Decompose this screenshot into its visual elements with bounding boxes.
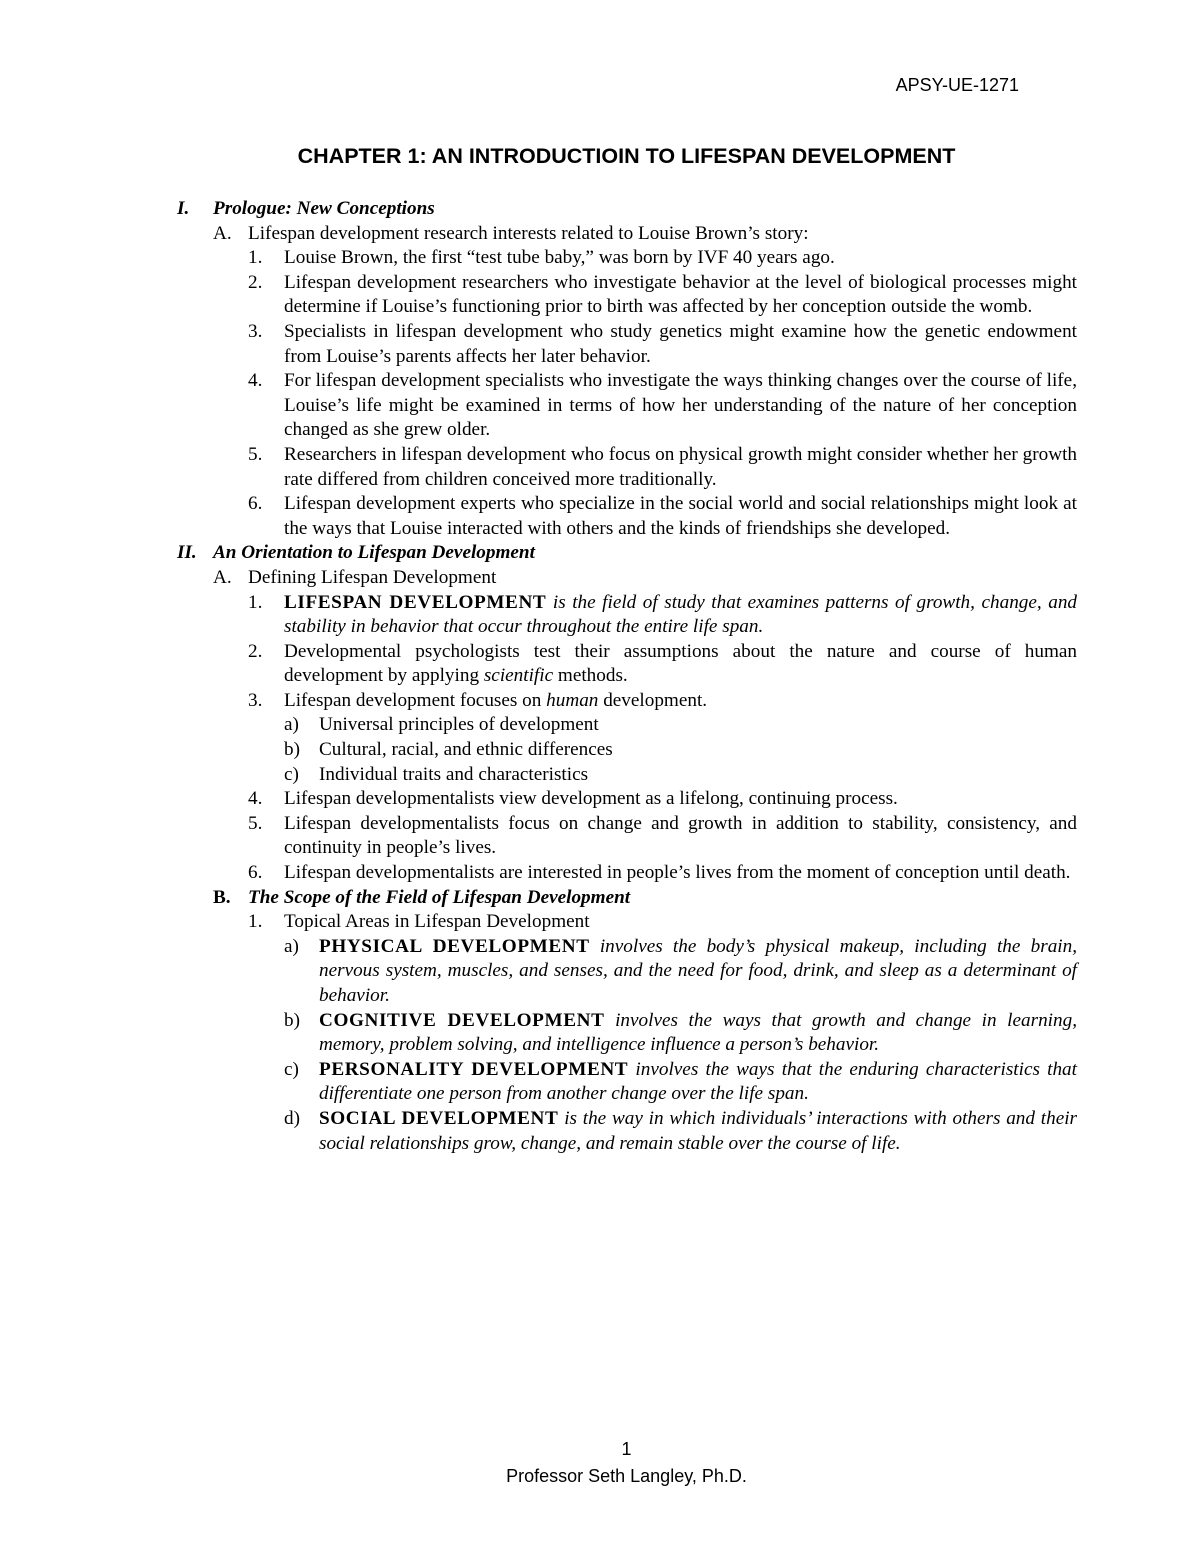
subitem-marker: b) bbox=[284, 1009, 300, 1031]
defined-term: SOCIAL DEVELOPMENT bbox=[319, 1107, 559, 1129]
term-definition: involves the ways that growth and change in learning, memory, problem solving, and intelligence influence a person’s behavior. bbox=[319, 1009, 1077, 1056]
subsection-marker: A. bbox=[213, 566, 232, 588]
item-text: methods. bbox=[557, 665, 628, 687]
item-text: Specialists in lifespan development who study genetics might examine how the genetic endowment from Louise’s parents affects her later behavior. bbox=[284, 320, 1077, 367]
item-text: Lifespan development experts who specialize in the social world and social relationships might look at the ways that Louise interacted with others and the kinds of friendships she developed. bbox=[284, 493, 1077, 539]
subsection bbox=[177, 566, 1077, 591]
item-marker: 6. bbox=[248, 493, 263, 515]
item-marker: 5. bbox=[248, 812, 263, 834]
definition-subitem bbox=[177, 1009, 1077, 1058]
footer-author: Professor Seth Langley, Ph.D. bbox=[506, 1466, 747, 1486]
subitem-marker: a) bbox=[284, 935, 299, 957]
item-marker: 6. bbox=[248, 862, 263, 884]
item-marker: 1. bbox=[248, 247, 263, 269]
list-item bbox=[177, 492, 1077, 541]
subsection-title: The Scope of the Field of Lifespan Development bbox=[248, 886, 631, 908]
definition-subitem bbox=[177, 935, 1077, 1009]
defined-term: COGNITIVE DEVELOPMENT bbox=[319, 1009, 605, 1031]
item-marker: 3. bbox=[248, 320, 263, 342]
subsection bbox=[177, 222, 1077, 247]
defined-term: PHYSICAL DEVELOPMENT bbox=[319, 935, 590, 957]
item-text: Lifespan developmentalists are interested in people’s lives from the moment of conception until death. bbox=[284, 862, 1071, 884]
section-heading bbox=[177, 197, 1077, 222]
item-marker: 2. bbox=[248, 640, 263, 662]
item-marker: 4. bbox=[248, 370, 263, 392]
item-marker: 4. bbox=[248, 788, 263, 810]
list-item bbox=[177, 861, 1077, 886]
item-text: Developmental psychologists test their assumptions about the nature and course of human development by applying bbox=[284, 640, 1077, 687]
list-item bbox=[177, 910, 1077, 935]
subitem-marker: c) bbox=[284, 1058, 299, 1080]
item-marker: 1. bbox=[248, 911, 263, 933]
list-item bbox=[177, 787, 1077, 812]
item-text: For lifespan development specialists who investigate the ways thinking changes over the course of life, Louise’s life might be examined in terms of how her understanding of the nature of her conception changed as she grew older. bbox=[284, 370, 1077, 441]
subitem-marker: b) bbox=[284, 739, 300, 761]
section-title: An Orientation to Lifespan Development bbox=[213, 542, 535, 564]
subitem-text: Cultural, racial, and ethnic differences bbox=[319, 739, 613, 761]
item-text: Lifespan developmentalists focus on change and growth in addition to stability, consistency, and continuity in people’s lives. bbox=[284, 812, 1077, 859]
definition-subitem bbox=[177, 1107, 1077, 1156]
item-marker: 1. bbox=[248, 591, 263, 613]
list-item bbox=[177, 689, 1077, 714]
section-title: Prologue: New Conceptions bbox=[213, 198, 435, 219]
subitem-text: Universal principles of development bbox=[319, 714, 599, 736]
section-marker: II. bbox=[177, 542, 197, 564]
definition-subitem bbox=[177, 1058, 1077, 1107]
section-heading bbox=[177, 541, 1077, 566]
page-number: 1 bbox=[621, 1439, 632, 1459]
chapter-title: CHAPTER 1: AN INTRODUCTIOIN TO LIFESPAN DEVELOPMENT bbox=[297, 144, 956, 168]
item-text: Researchers in lifespan development who focus on physical growth might consider whether her growth rate differed from children conceived more traditionally. bbox=[284, 443, 1077, 490]
item-marker: 5. bbox=[248, 443, 263, 465]
subsection-marker: B. bbox=[213, 886, 231, 908]
outline-content bbox=[177, 197, 1077, 1156]
subsection-heading bbox=[177, 886, 1077, 911]
item-text: Lifespan development researchers who investigate behavior at the level of biological processes might determine if Louise’s functioning prior to birth was affected by her conception outside the womb. bbox=[284, 271, 1077, 318]
subsection-text: Defining Lifespan Development bbox=[248, 566, 497, 588]
item-marker: 2. bbox=[248, 271, 263, 293]
item-text: Louise Brown, the first “test tube baby,” was born by IVF 40 years ago. bbox=[284, 247, 835, 269]
sub-list-item bbox=[177, 713, 1077, 738]
item-text: development. bbox=[603, 689, 708, 711]
term-definition: is the way in which individuals’ interactions with others and their social relationships grow, change, and remain stable over the course of life. bbox=[319, 1107, 1078, 1154]
sub-list-item bbox=[177, 738, 1077, 763]
term-definition: involves the body’s physical makeup, including the brain, nervous system, muscles, and senses, and the need for food, drink, and sleep as a determinant of behavior. bbox=[319, 935, 1078, 1006]
subitem-marker: d) bbox=[284, 1107, 300, 1129]
emphasized-word: scientific bbox=[483, 665, 554, 687]
term-definition: is the field of study that examines patterns of growth, change, and stability in behavior that occur throughout the entire life span. bbox=[284, 591, 1078, 638]
emphasized-word: human bbox=[546, 689, 599, 711]
course-code: APSY-UE-1271 bbox=[895, 75, 1019, 95]
item-marker: 3. bbox=[248, 689, 263, 711]
item-text: Topical Areas in Lifespan Development bbox=[284, 911, 590, 933]
subitem-text: Individual traits and characteristics bbox=[319, 763, 589, 785]
defined-term: LIFESPAN DEVELOPMENT bbox=[284, 591, 547, 613]
definition-item bbox=[177, 591, 1077, 640]
subsection-text: Lifespan development research interests related to Louise Brown’s story: bbox=[248, 222, 809, 244]
term-definition: involves the ways that the enduring characteristics that differentiate one person from another change over the life span. bbox=[319, 1058, 1077, 1105]
list-item bbox=[177, 320, 1077, 369]
sub-list-item bbox=[177, 763, 1077, 788]
list-item bbox=[177, 640, 1077, 689]
subsection-marker: A. bbox=[213, 222, 232, 244]
section-marker: I. bbox=[177, 198, 190, 219]
list-item bbox=[177, 246, 1077, 271]
item-text: Lifespan development focuses on bbox=[284, 689, 542, 711]
list-item bbox=[177, 271, 1077, 320]
subitem-marker: a) bbox=[284, 714, 299, 736]
subitem-marker: c) bbox=[284, 763, 299, 785]
list-item bbox=[177, 443, 1077, 492]
list-item bbox=[177, 369, 1077, 443]
list-item bbox=[177, 812, 1077, 861]
defined-term: PERSONALITY DEVELOPMENT bbox=[319, 1058, 629, 1080]
item-text: Lifespan developmentalists view development as a lifelong, continuing process. bbox=[284, 788, 898, 810]
